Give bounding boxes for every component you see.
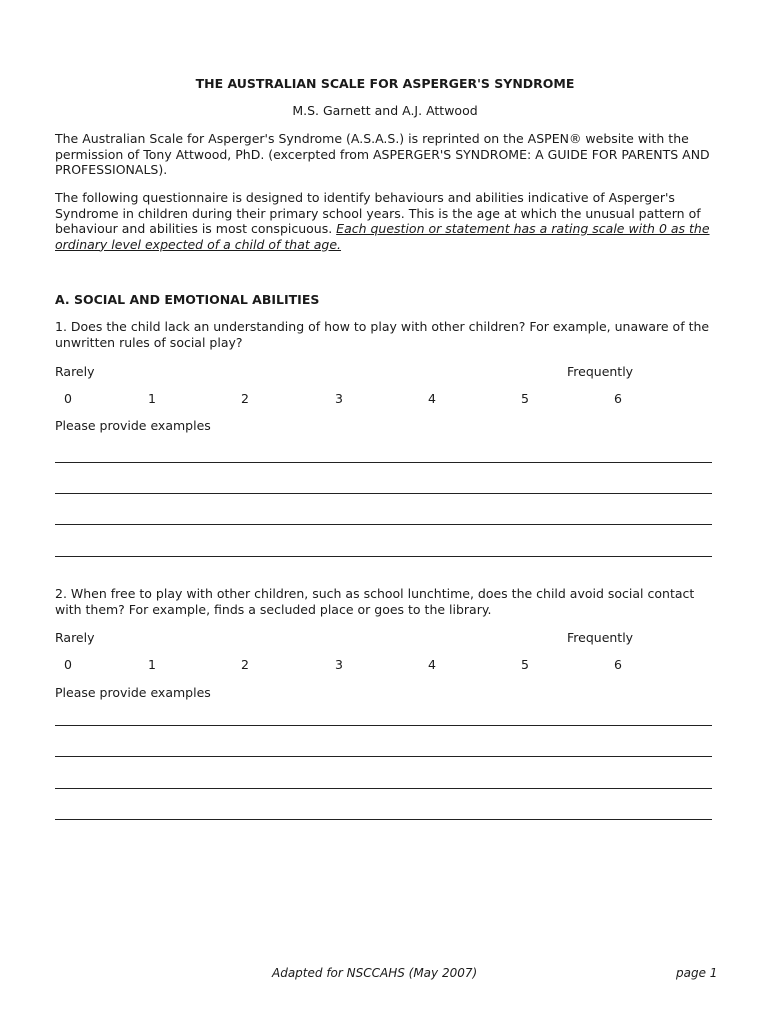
examples-label: Please provide examples: [55, 685, 211, 700]
document-authors: M.S. Garnett and A.J. Attwood: [292, 103, 478, 118]
rating-option-3[interactable]: 3: [335, 391, 343, 406]
rating-option-5[interactable]: 5: [521, 391, 529, 406]
scale-high-label: Frequently: [567, 630, 634, 645]
rating-option-2[interactable]: 2: [241, 657, 249, 672]
intro-paragraph: The Australian Scale for Asperger's Syndrome (A.S.A.S.) is reprinted on the ASPEN® website with the permission of Tony Attwood, PhD. (excerpted from ASPERGER'S SYNDROME: A GUIDE FOR PARENTS AND PROFESSIONALS).: [55, 131, 710, 177]
document-title: THE AUSTRALIAN SCALE FOR ASPERGER'S SYNDROME: [195, 76, 575, 91]
rating-option-4[interactable]: 4: [428, 657, 436, 672]
answer-line[interactable]: [55, 756, 712, 757]
rating-option-1[interactable]: 1: [148, 657, 156, 672]
answer-line[interactable]: [55, 819, 712, 820]
answer-line[interactable]: [55, 524, 712, 525]
rating-option-2[interactable]: 2: [241, 391, 249, 406]
rating-option-6[interactable]: 6: [614, 391, 622, 406]
answer-line[interactable]: [55, 788, 712, 789]
rating-option-3[interactable]: 3: [335, 657, 343, 672]
rating-option-0[interactable]: 0: [64, 391, 72, 406]
question-text: 1. Does the child lack an understanding of how to play with other children? For example, unaware of the unwritten rules of social play?: [55, 319, 710, 350]
answer-line[interactable]: [55, 462, 712, 463]
answer-line[interactable]: [55, 725, 712, 726]
description-paragraph: [55, 190, 717, 252]
footer-page-number: page 1: [676, 966, 718, 980]
rating-option-6[interactable]: 6: [614, 657, 622, 672]
rating-option-1[interactable]: 1: [148, 391, 156, 406]
rating-option-5[interactable]: 5: [521, 657, 529, 672]
section-heading: A. SOCIAL AND EMOTIONAL ABILITIES: [55, 292, 320, 307]
scale-low-label: Rarely: [55, 364, 95, 379]
rating-option-0[interactable]: 0: [64, 657, 72, 672]
scale-low-label: Rarely: [55, 630, 95, 645]
answer-line[interactable]: [55, 493, 712, 494]
description-text: The following questionnaire is designed to identify behaviours and abilities indicative of Asperger's Syndrome in children during their primary school years. This is the age at which the unusual pattern of behaviour and abilities is most conspicuous.: [55, 190, 701, 236]
description-emphasis: Each question or statement has a rating scale with 0 as the ordinary level expected of a child of that age.: [55, 221, 710, 252]
rating-option-4[interactable]: 4: [428, 391, 436, 406]
examples-label: Please provide examples: [55, 418, 211, 433]
answer-line[interactable]: [55, 556, 712, 557]
scale-high-label: Frequently: [567, 364, 634, 379]
question-text: 2. When free to play with other children, such as school lunchtime, does the child avoid social contact with them? For example, finds a secluded place or goes to the library.: [55, 586, 695, 617]
footer-adapted: Adapted for NSCCAHS (May 2007): [272, 966, 478, 980]
